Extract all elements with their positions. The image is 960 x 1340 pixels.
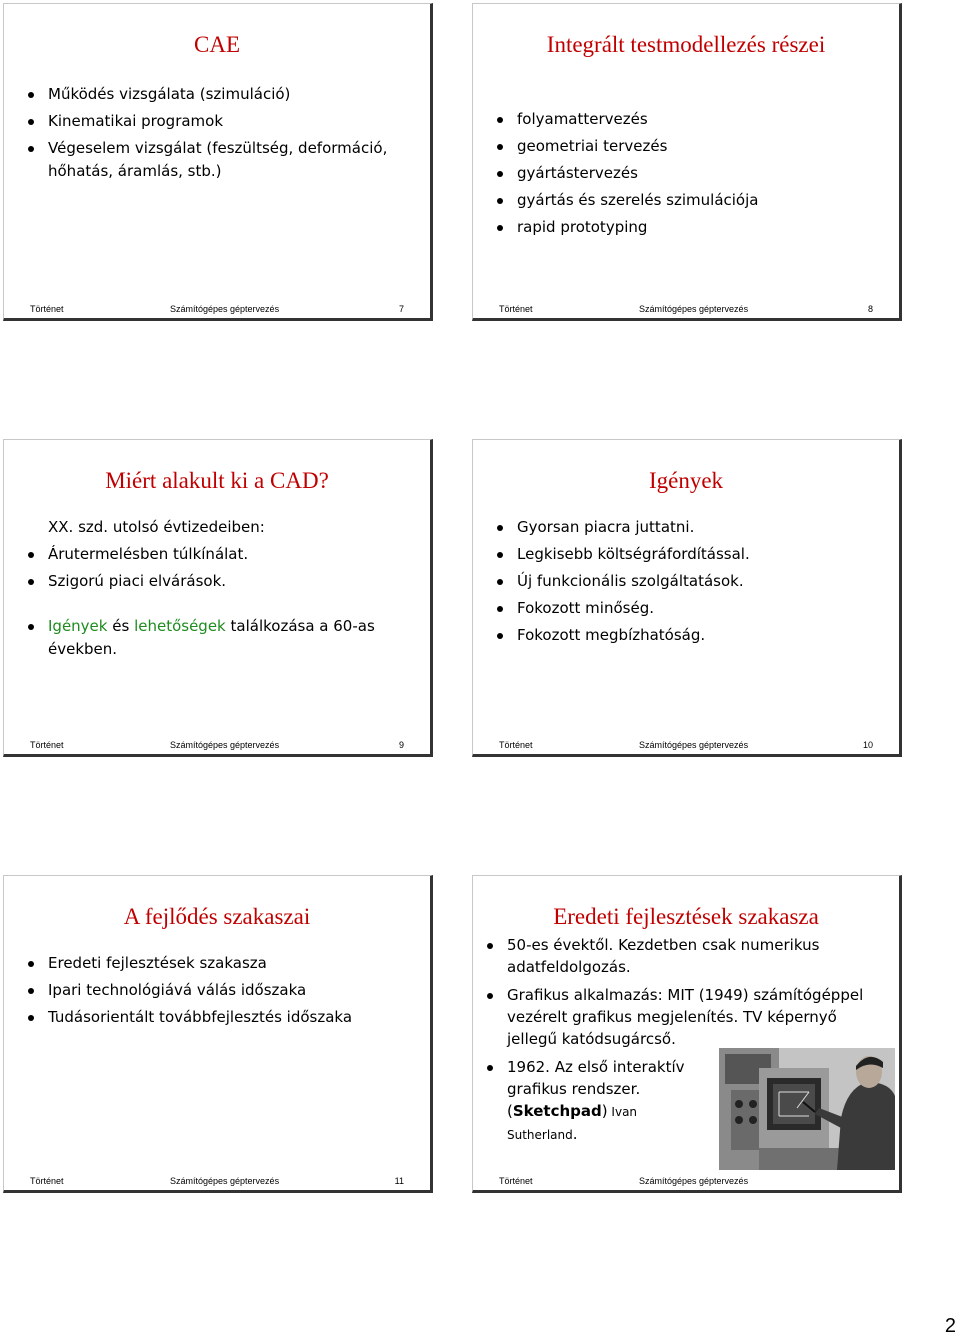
bullet-item: Fokozott megbízhatóság. xyxy=(493,624,885,647)
footer-course: Számítógépes géptervezés xyxy=(170,740,280,750)
bullet-item xyxy=(483,1056,697,1146)
bullet-text: 1962. Az első interaktív grafikus rendszer. xyxy=(507,1058,685,1098)
bullet-item: gyártástervezés xyxy=(493,162,885,185)
slide-12 xyxy=(472,875,902,1193)
footer-course: Számítógépes géptervezés xyxy=(639,1176,749,1186)
page-number: 2 xyxy=(944,1315,956,1337)
footer-course: Számítógépes géptervezés xyxy=(170,304,280,314)
bullet-list xyxy=(24,83,416,187)
bullet-list xyxy=(493,108,885,243)
bullet-item: folyamattervezés xyxy=(493,108,885,131)
bullet-item: Tudásorientált továbbfejlesztés időszaka xyxy=(24,1006,416,1029)
bullet-item: rapid prototyping xyxy=(493,216,885,239)
bullet-rest-text: találkozása a 60-as években. xyxy=(48,617,375,658)
highlight-word: Igények xyxy=(48,617,108,635)
sketchpad-photo xyxy=(719,1048,895,1170)
slide-8 xyxy=(472,3,902,321)
bullet-item: Ipari technológiává válás időszaka xyxy=(24,979,416,1002)
bullet-item xyxy=(24,615,416,661)
bullet-list xyxy=(493,516,885,651)
intro-text: XX. szd. utolsó évtizedeiben: xyxy=(48,518,265,536)
highlight-word: lehetőségek xyxy=(134,617,226,635)
bullet-item: geometriai tervezés xyxy=(493,135,885,158)
connector-text: és xyxy=(107,617,135,635)
bullet-item: Végeselem vizsgálat (feszültség, deformáció, hőhatás, áramlás, stb.) xyxy=(24,137,416,183)
bullet-item: Legkisebb költségráfordítással. xyxy=(493,543,885,566)
footer-section: Történet xyxy=(30,304,64,314)
bullet-item: 50-es évektől. Kezdetben csak numerikus adatfeldolgozás. xyxy=(483,934,885,978)
footer-course: Számítógépes géptervezés xyxy=(170,1176,280,1186)
footer-section: Történet xyxy=(499,1176,533,1186)
slide-11 xyxy=(3,875,433,1193)
bullet-item: Kinematikai programok xyxy=(24,110,416,133)
slide-9 xyxy=(3,439,433,757)
slide-7 xyxy=(3,3,433,321)
bullet-item: Grafikus alkalmazás: MIT (1949) számítógéppel vezérelt grafikus megjelenítés. TV képernyő jellegű katódsugárcső. xyxy=(483,984,885,1050)
slide-title: A fejlődés szakaszai xyxy=(123,904,311,929)
bullet-item: Eredeti fejlesztések szakasza xyxy=(24,952,416,975)
bullet-list xyxy=(24,516,416,665)
slide-number: 7 xyxy=(398,304,404,314)
sketchpad-line xyxy=(507,1102,637,1143)
bullet-item: Fokozott minőség. xyxy=(493,597,885,620)
bullet-item: Árutermelésben túlkínálat. xyxy=(24,543,416,566)
sketchpad-name: Sketchpad xyxy=(512,1102,602,1120)
footer-course: Számítógépes géptervezés xyxy=(639,740,749,750)
slide-number: 11 xyxy=(394,1176,404,1186)
footer-course: Számítógépes géptervezés xyxy=(639,304,749,314)
author-name: Ivan Sutherland xyxy=(507,1105,638,1142)
sketchpad-photo-image xyxy=(719,1048,895,1170)
slide-title: Integrált testmodellezés részei xyxy=(546,32,826,57)
bullet-item: gyártás és szerelés szimulációja xyxy=(493,189,885,212)
bullet-item: Gyorsan piacra juttatni. xyxy=(493,516,885,539)
paren-open: ( xyxy=(507,1102,513,1120)
slide-title: CAE xyxy=(194,32,240,57)
bullet-item: Szigorú piaci elvárások. xyxy=(24,570,416,593)
period: . xyxy=(572,1125,578,1143)
footer-section: Történet xyxy=(499,740,533,750)
footer-section: Történet xyxy=(30,740,64,750)
slide-10 xyxy=(472,439,902,757)
footer-section: Történet xyxy=(30,1176,64,1186)
footer-section: Történet xyxy=(499,304,533,314)
paren-close: ) xyxy=(601,1102,608,1120)
slide-title: Igények xyxy=(648,468,724,493)
slide-number: 10 xyxy=(862,740,873,750)
slide-number: 8 xyxy=(867,304,873,314)
bullet-list xyxy=(24,952,416,1033)
slide-title: Eredeti fejlesztések szakasza xyxy=(553,904,819,929)
slide-title: Miért alakult ki a CAD? xyxy=(105,468,329,493)
bullet-item: Új funkcionális szolgáltatások. xyxy=(493,570,885,593)
bullet-item: Működés vizsgálata (szimuláció) xyxy=(24,83,416,106)
slide-number: 9 xyxy=(398,740,404,750)
